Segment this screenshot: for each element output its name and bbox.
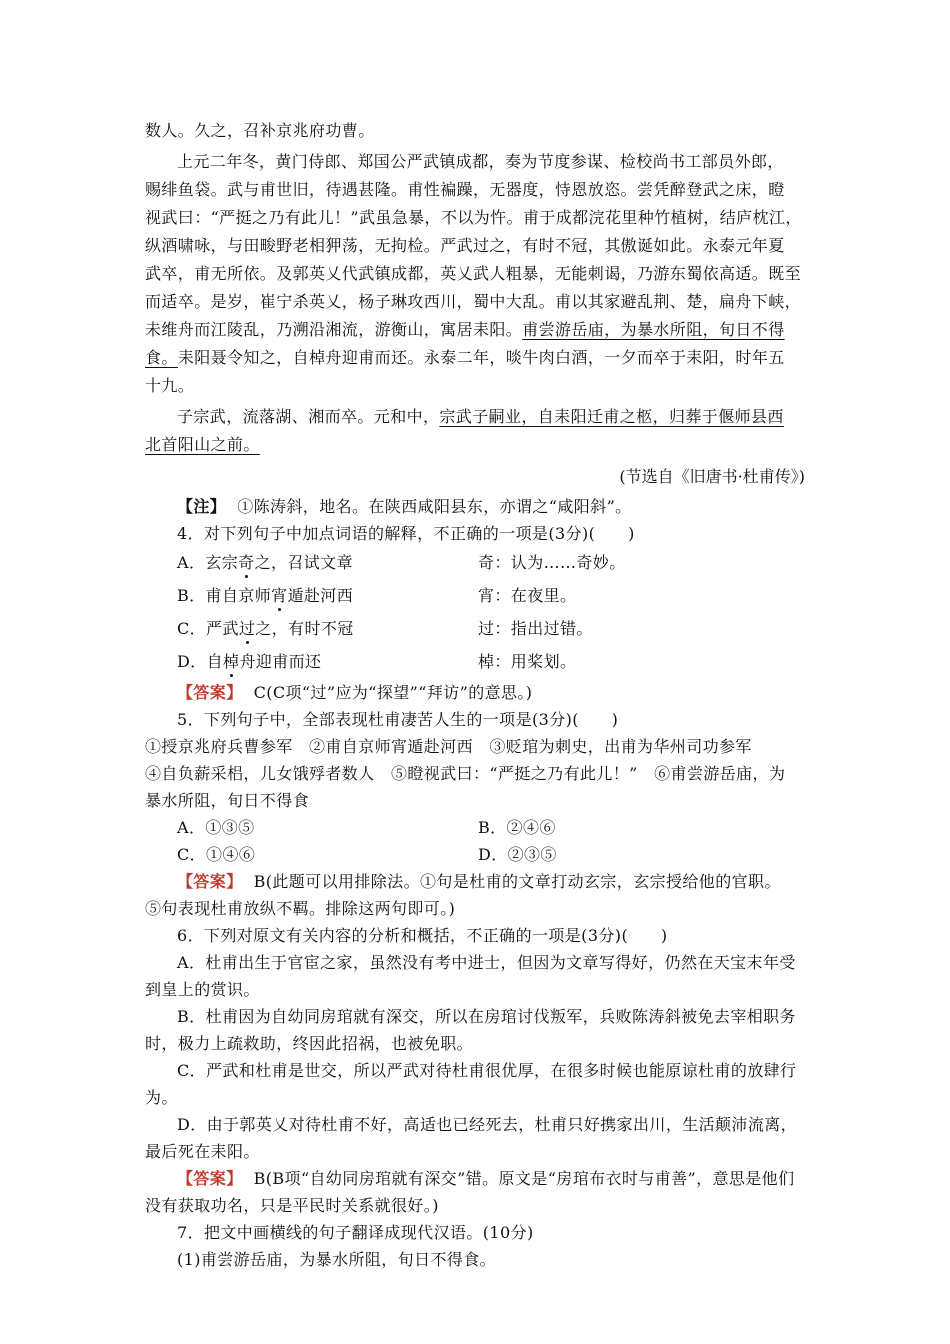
passage-line: 赐绯鱼袋。武与甫世旧，待遇甚隆。甫性褊躁，无器度，恃恩放恣。尝凭醉登武之床，瞪: [145, 180, 785, 199]
answer-text: B(B项“自幼同房琯就有深交”错。原文是“房琯布衣时与甫善”，意思是他们: [253, 1169, 795, 1188]
answer: [177, 1169, 794, 1189]
option-b-explanation: 宵：在夜里。: [478, 586, 577, 605]
option-c: 为。: [145, 1088, 178, 1107]
option-a-explanation: 奇：认为……奇妙。: [478, 553, 626, 572]
option-d: D．②③⑤: [478, 845, 557, 864]
option-b: B．②④⑥: [478, 818, 556, 837]
option-c: C．严武过之，有时不冠: [177, 619, 354, 638]
translation-item: (1)甫尝游岳庙，为暴水所阻，旬日不得食。: [177, 1250, 497, 1269]
passage-line: [145, 348, 785, 368]
dotted-word: 棹: [223, 652, 240, 671]
underlined-sentence: 北首阳山之前。: [145, 435, 260, 454]
dotted-word: 宵: [271, 586, 288, 605]
passage-line: 十九。: [145, 376, 195, 395]
passage-line: 而适卒。是岁，崔宁杀英乂，杨子琳攻西川，蜀中大乱。甫以其家避乱荆、楚，扁舟下峡，: [145, 292, 802, 311]
answer-tag: 【答案】: [177, 1169, 243, 1188]
option-d: D．自棹舟迎甫而还: [177, 652, 322, 671]
passage-line: 数人。久之，召补京兆府功曹。: [145, 121, 375, 140]
answer: [177, 872, 781, 892]
option-a: A．①③⑤: [177, 818, 255, 837]
answer-text: C(C项“过”应为“探望”“拜访”的意思。): [253, 683, 533, 702]
option-b: 时，极力上疏救助，终因此招祸，也被免职。: [145, 1034, 474, 1053]
passage-text: 未维舟而江陵乱，乃溯沿湘流，游衡山，寓居耒阳。: [145, 320, 523, 339]
underlined-sentence: 食。: [145, 348, 178, 367]
answer-tag: 【答案】: [177, 872, 243, 891]
passage-line: [145, 320, 785, 340]
option-d: 最后死在耒阳。: [145, 1142, 260, 1161]
sentence-list-line: 暴水所阻，旬日不得食: [145, 791, 310, 810]
dotted-word: 过: [238, 619, 256, 638]
option-b: B．杜甫因为自幼同房琯就有深交，所以在房琯讨伐叛军，兵败陈涛斜被免去宰相职务: [177, 1007, 796, 1026]
option-c-explanation: 过：指出过错。: [478, 619, 593, 638]
question-stem: 6．下列对原文有关内容的分析和概括，不正确的一项是(3分)( ): [177, 926, 668, 945]
passage-line: 上元二年冬，黄门侍郎、郑国公严武镇成都，奏为节度参谋、检校尚书工部员外郎，: [177, 152, 784, 171]
sentence-list-line: ①授京兆府兵曹参军 ②甫自京师宵遁赴河西 ③贬琯为刺史，出甫为华州司功参军: [145, 737, 752, 756]
underlined-sentence: 甫尝游岳庙，为暴水所阻，旬日不得: [522, 320, 785, 339]
sentence-list-line: ④自负薪采梠，儿女饿殍者数人 ⑤瞪视武曰：“严挺之乃有此儿！” ⑥甫尝游岳庙，为: [145, 764, 786, 783]
question-stem: 7．把文中画横线的句子翻译成现代汉语。(10分): [177, 1223, 534, 1242]
passage-text: 子宗武，流落湖、湘而卒。元和中，: [177, 407, 440, 426]
passage-line: [145, 435, 260, 455]
note: [177, 497, 632, 517]
option-a: A．玄宗奇之，召试文章: [177, 553, 353, 572]
answer-text: B(此题可以用排除法。①句是杜甫的文章打动玄宗，玄宗授给他的官职。: [253, 872, 781, 891]
answer-tag: 【答案】: [177, 683, 243, 702]
option-d-explanation: 棹：用桨划。: [478, 652, 577, 671]
option-b: B．甫自京师宵遁赴河西: [177, 586, 354, 605]
dotted-word: 奇: [238, 553, 255, 572]
answer-text: 没有获取功名，只是平民时关系就很好。): [145, 1196, 439, 1215]
option-a: A．杜甫出生于官宦之家，虽然没有考中进士，但因为文章写得好，仍然在天宝末年受: [177, 953, 796, 972]
option-d: D．由于郭英乂对待杜甫不好，高适也已经死去，杜甫只好携家出川，生活颠沛流离，: [177, 1115, 798, 1134]
source-citation: (节选自《旧唐书·杜甫传》): [619, 467, 805, 486]
option-c: C．①④⑥: [177, 845, 256, 864]
note-tag: 【注】: [177, 497, 227, 516]
passage-text: 耒阳聂令知之，自棹舟迎甫而还。永泰二年，啖牛肉白酒，一夕而卒于耒阳，时年五: [177, 348, 785, 367]
underlined-sentence: 宗武子嗣业，自耒阳迁甫之柩，归葬于偃师县西: [439, 407, 784, 426]
question-stem: 4．对下列句子中加点词语的解释，不正确的一项是(3分)( ): [177, 524, 635, 543]
passage-line: [177, 407, 784, 427]
answer: [177, 683, 532, 703]
answer-text: ⑤句表现杜甫放纵不羁。排除这两句即可。): [145, 899, 456, 918]
question-stem: 5．下列句子中，全部表现杜甫凄苦人生的一项是(3分)( ): [177, 710, 619, 729]
option-a: 到皇上的赏识。: [145, 980, 260, 999]
note-text: ①陈涛斜，地名。在陕西咸阳县东，亦谓之“咸阳斜”。: [237, 497, 632, 516]
option-c: C．严武和杜甫是世交，所以严武对待杜甫很优厚，在很多时候也能原谅杜甫的放肆行: [177, 1061, 797, 1080]
passage-line: 纵酒啸咏，与田畯野老相狎荡，无拘检。严武过之，有时不冠，其傲诞如此。永泰元年夏: [145, 236, 785, 255]
passage-line: 武卒，甫无所依。及郭英乂代武镇成都，英乂武人粗暴，无能刺谒，乃游东蜀依高适。既至: [145, 264, 802, 283]
passage-line: 视武曰：“严挺之乃有此儿！”武虽急暴，不以为忤。甫于成都浣花里种竹植树，结庐枕江，: [145, 208, 802, 227]
